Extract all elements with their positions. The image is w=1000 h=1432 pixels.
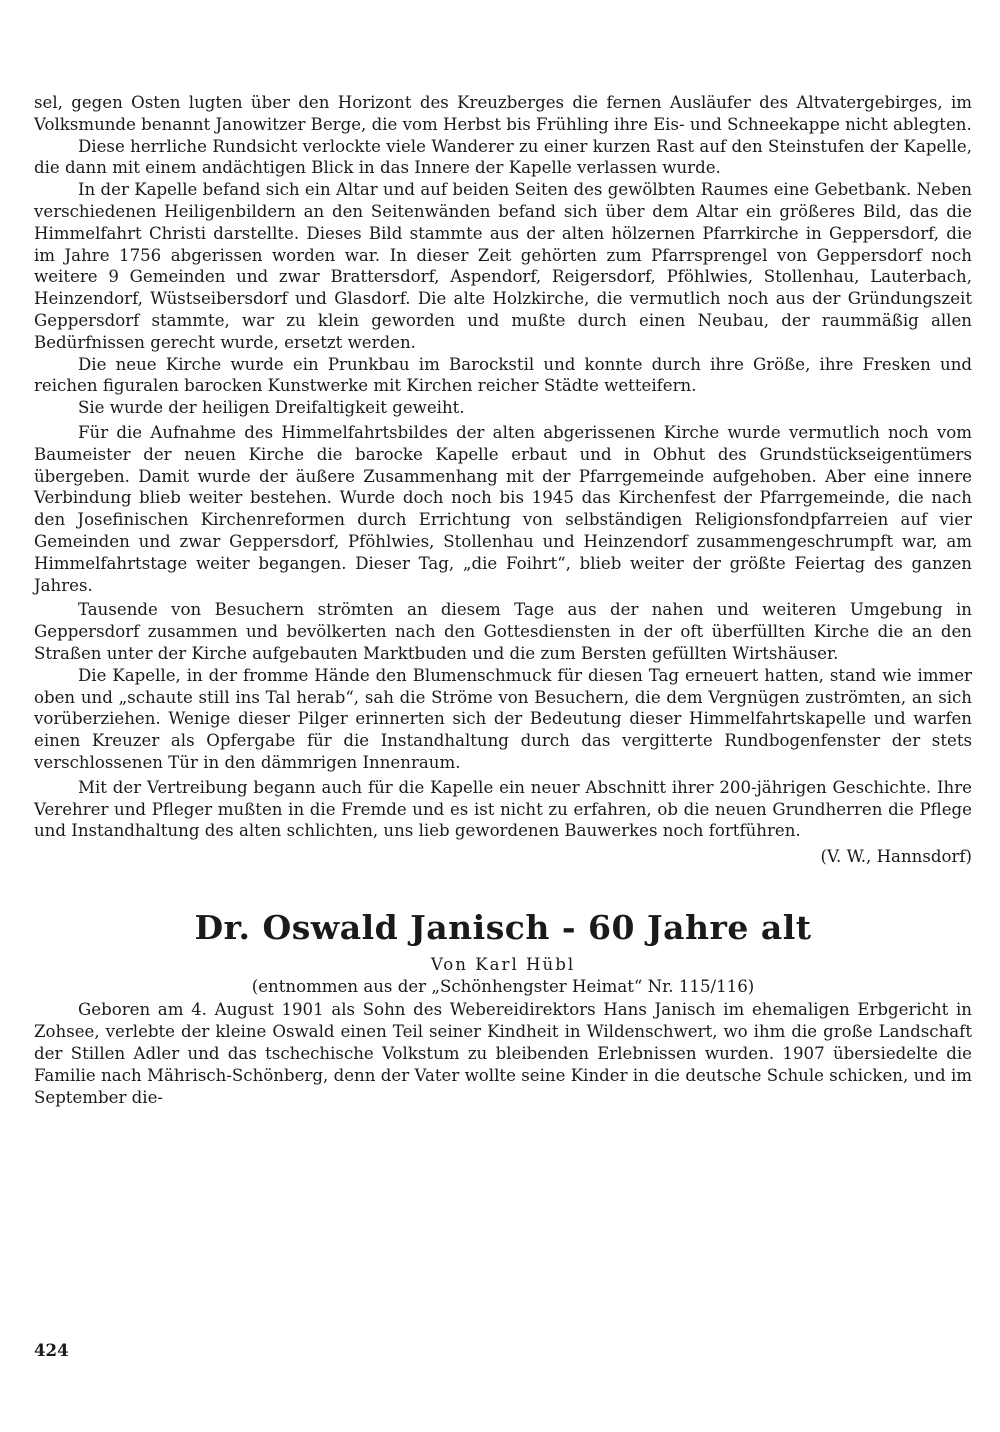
paragraph-7: Tausende von Besuchern strömten an diesem Tage aus der nahen und weiteren Umgebung in Geppersdorf zusammen und bevölkerten nach den Gottesdiensten in der oft überfüllten Kirche die an den Straßen unter der Kirche aufgebauten Marktbuden und die zum Bersten gefüllten Wirtshäuser. xyxy=(34,600,972,663)
paragraph-2: Diese herrliche Rundsicht verlockte viele Wanderer zu einer kurzen Rast auf den Steinstufen der Kapelle, die dann mit einem andächtigen Blick in das Innere der Kapelle verlassen wurde. xyxy=(34,136,972,178)
page-number: 424 xyxy=(34,1340,69,1360)
author-signature: (V. W., Hannsdorf) xyxy=(820,847,972,867)
paragraph-6: Für die Aufnahme des Himmelfahrtsbildes der alten abgerissenen Kirche wurde vermutlich noch vom Baumeister der neuen Kirche die barocke Kapelle erbaut und in Obhut des Grundstückseigentümers übergeben. Damit wurde der äußere Zusammenhang mit der Pfarrgemeinde aufgehoben. Aber eine innere Verbindung blieb weiter bestehen. Wurde doch noch bis 1945 das Kirchenfest der Pfarrgemeinde, die nach den Josefinischen Kirchenreformen durch Errichtung von selbständigen Religionsfondpfarreien auf vier Gemeinden und zwar Geppersdorf, Pföhlwies, Stollenhau und Heinzendorf zusammengeschrumpft war, am Himmelfahrtstage weiter begangen. Dieser Tag, „die Foihrt“, blieb weiter der größte Feiertag des ganzen Jahres. xyxy=(34,422,972,595)
paragraph-3: In der Kapelle befand sich ein Altar und auf beiden Seiten des gewölbten Raumes eine Gebetbank. Neben verschiedenen Heiligenbildern an den Seitenwänden befand sich über dem Altar ein größeres Bild, das die Himmelfahrt Christi darstellte. Dieses Bild stammte aus der alten hölzernen Pfarrkirche in Geppersdorf, die im Jahre 1756 abgerissen worden war. In dieser Zeit gehörten zum Pfarrsprengel von Geppersdorf noch weitere 9 Gemeinden und zwar Brattersdorf, Aspendorf, Reigersdorf, Pföhlwies, Stollenhau, Lauterbach, Heinzendorf, Wüstseibersdorf und Glasdorf. Die alte Holzkirche, die vermutlich noch aus der Gründungszeit Geppersdorf stammte, war zu klein geworden und mußte durch einen Neubau, der raummäßig allen Bedürfnissen gerecht wurde, ersetzt werden. xyxy=(34,180,972,352)
article2-paragraph-1: Geboren am 4. August 1901 als Sohn des Webereidirektors Hans Janisch im ehemaligen Erbgericht in Zohsee, verlebte der kleine Oswald einen Teil seiner Kindheit in Wildenschwert, wo ihm die große Landschaft der Stillen Adler und das tschechische Volkstum zu bleibenden Erlebnissen wurden. 1907 übersiedelte die Familie nach Mährisch-Schönberg, denn der Vater wollte seine Kinder in die deutsche Schule schicken, und im September die- xyxy=(34,1000,972,1107)
paragraph-5: Sie wurde der heiligen Dreifaltigkeit geweiht. xyxy=(78,398,465,418)
article-source: (entnommen aus der „Schönhengster Heimat“ Nr. 115/116) xyxy=(251,976,755,996)
paragraph-8: Die Kapelle, in der fromme Hände den Blumenschmuck für diesen Tag erneuert hatten, stand wie immer oben und „schaute still ins Tal herab“, sah die Ströme von Besuchern, die dem Vergnügen zuströmten, an sich vorüberziehen. Wenige dieser Pilger erinnerten sich der Bedeutung dieser Himmelfahrtskapelle und warfen einen Kreuzer als Opfergabe für die Instandhaltung durch das vergitterte Rundbogenfenster der stets verschlossenen Tür in den dämmrigen Innenraum. xyxy=(34,665,972,772)
article-byline: Von Karl Hübl xyxy=(430,954,576,974)
paragraph-1: sel, gegen Osten lugten über den Horizont des Kreuzberges die fernen Ausläufer des Altvatergebirges, im Volksmunde benannt Janowitzer Berge, die vom Herbst bis Frühling ihre Eis- und Schneekappe nicht ablegten. xyxy=(34,93,972,134)
article-title: Dr. Oswald Janisch - 60 Jahre alt xyxy=(194,907,812,947)
text-column xyxy=(34,92,972,1108)
paragraph-4: Die neue Kirche wurde ein Prunkbau im Barockstil und konnte durch ihre Größe, ihre Fresken und reichen figuralen barocken Kunstwerke mit Kirchen reicher Städte wetteifern. xyxy=(34,354,972,396)
paragraph-9: Mit der Vertreibung begann auch für die Kapelle ein neuer Abschnitt ihrer 200-jährigen Geschichte. Ihre Verehrer und Pfleger mußten in die Fremde und es ist nicht zu erfahren, ob die neuen Grundherren die Pflege und Instandhaltung des alten schlichten, uns lieb gewordenen Bauwerkes noch fortführen. xyxy=(34,777,972,841)
